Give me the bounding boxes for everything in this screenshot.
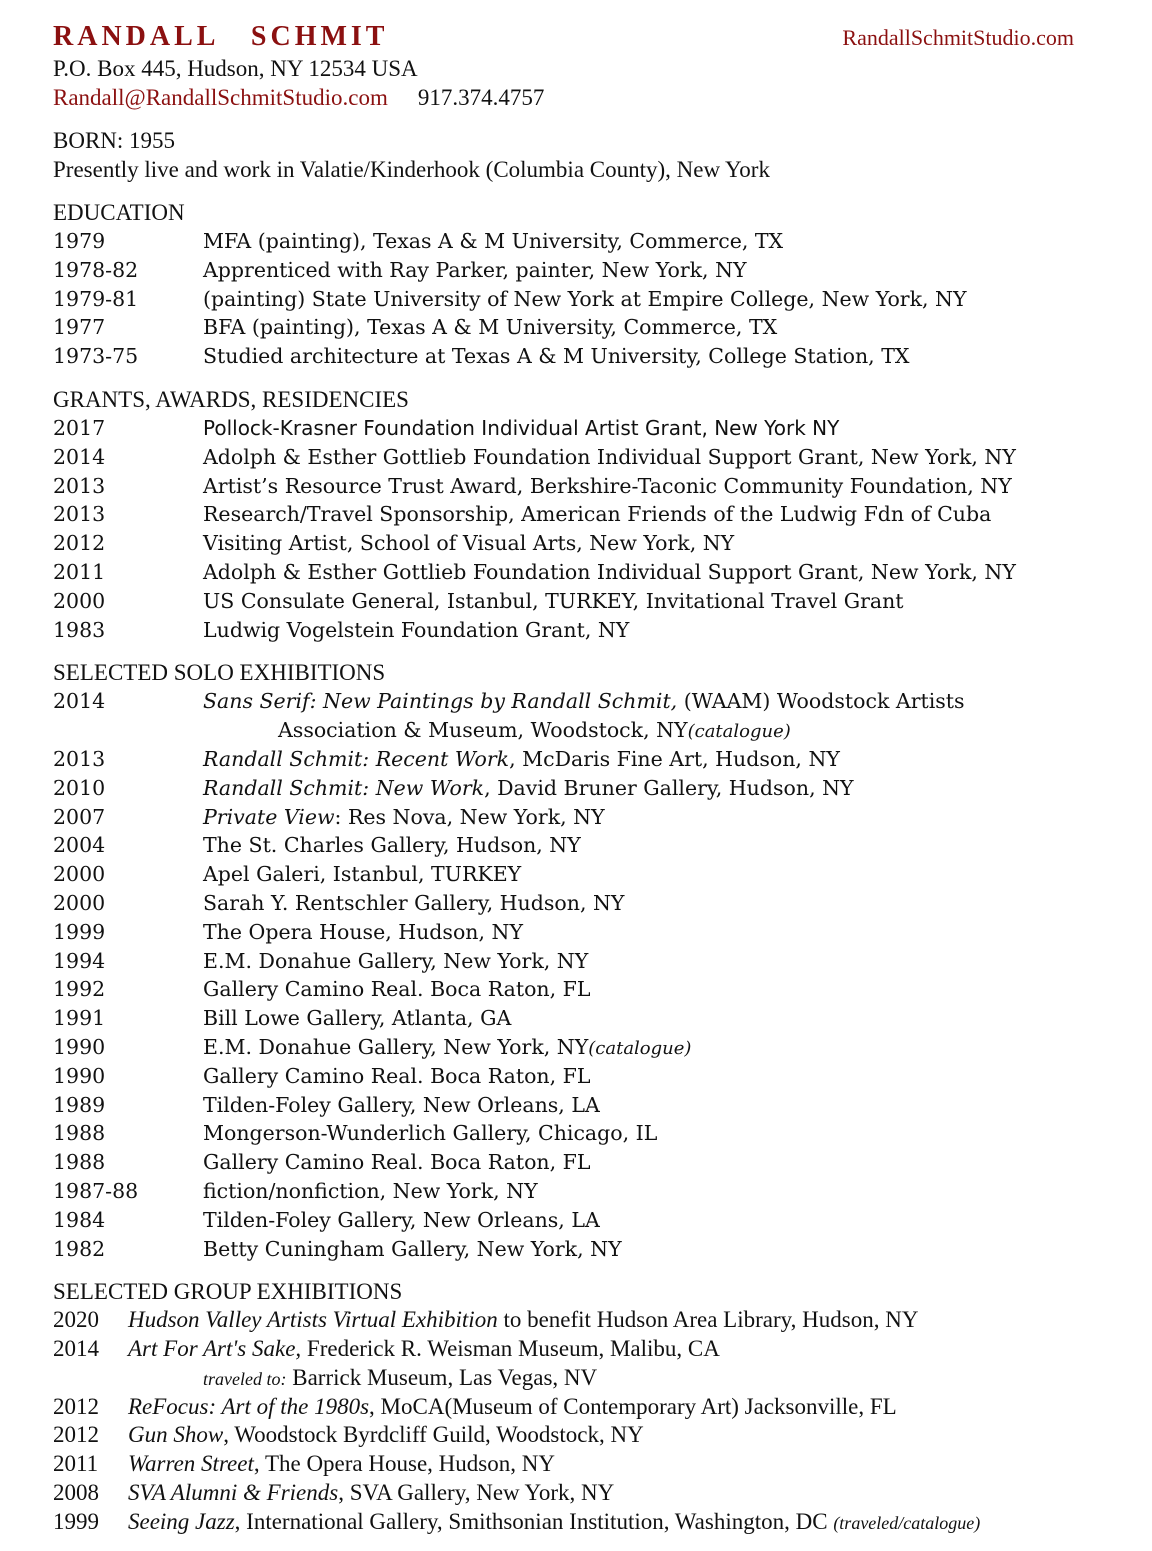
item-year: 1992 (53, 977, 106, 1002)
list-item-continued (53, 716, 1113, 745)
item-detail: , International Gallery, Smithsonian Institution, Washington, DC (234, 1508, 834, 1534)
item-text: Tilden-Foley Gallery, New Orleans, LA (203, 1092, 600, 1117)
list-item (53, 1177, 1113, 1206)
item-detail: , MoCA(Museum of Contemporary Art) Jacksonville, FL (369, 1393, 897, 1419)
list-item (53, 975, 1113, 1004)
item-year: 2014 (53, 689, 106, 714)
item-year: 1999 (53, 919, 106, 944)
item-year: 2008 (53, 1480, 99, 1506)
solo-heading: SELECTED SOLO EXHIBITIONS (53, 660, 386, 686)
group-list (53, 1306, 1113, 1536)
website-link[interactable]: RandallSchmitStudio.com (842, 25, 1074, 50)
item-year: 1982 (53, 1236, 106, 1261)
list-item (53, 587, 1113, 616)
item-text: Adolph & Esther Gottlieb Foundation Individual Support Grant, New York, NY (203, 444, 1016, 469)
item-text: Adolph & Esther Gottlieb Foundation Individual Support Grant, New York, NY (203, 559, 1016, 584)
item-detail: , David Bruner Gallery, Hudson, NY (484, 775, 854, 800)
item-year: 1988 (53, 1121, 106, 1146)
list-item (53, 1119, 1113, 1148)
item-text (203, 1364, 597, 1394)
list-item (53, 342, 1113, 371)
list-item (53, 313, 1113, 342)
list-item (53, 1033, 1113, 1062)
list-item (53, 472, 1113, 501)
item-text: Betty Cuningham Gallery, New York, NY (203, 1236, 622, 1261)
list-item (53, 889, 1113, 918)
list-item (53, 860, 1113, 889)
item-year: 2013 (53, 473, 106, 498)
item-text (128, 1450, 555, 1479)
item-year: 1988 (53, 1150, 106, 1175)
item-title: Hudson Valley Artists Virtual Exhibition (128, 1307, 498, 1333)
list-item (53, 558, 1113, 587)
item-text: Research/Travel Sponsorship, American Friends of the Ludwig Fdn of Cuba (203, 502, 992, 527)
item-year: 1989 (53, 1092, 106, 1117)
item-title: Gun Show (128, 1422, 224, 1448)
item-text: E.M. Donahue Gallery, New York, NY (203, 948, 589, 973)
item-text (128, 1306, 918, 1335)
item-text: fiction/nonfiction, New York, NY (203, 1178, 538, 1203)
item-text (203, 803, 605, 832)
item-text: BFA (painting), Texas A & M University, Commerce, TX (203, 315, 778, 340)
item-text: Gallery Camino Real. Boca Raton, FL (203, 977, 591, 1002)
list-item (53, 414, 1113, 443)
list-item (53, 1421, 1113, 1450)
item-year: 1978-82 (53, 257, 139, 282)
item-title: ReFocus: Art of the 1980s (128, 1393, 370, 1419)
item-year: 1973-75 (53, 344, 139, 369)
item-detail: , Woodstock Byrdcliff Guild, Woodstock, NY (223, 1422, 644, 1448)
item-note: (traveled/catalogue) (833, 1512, 981, 1533)
item-year: 2020 (53, 1307, 99, 1333)
item-year: 1979-81 (53, 286, 139, 311)
education-list (53, 227, 1113, 371)
item-title: Private View (203, 804, 335, 829)
list-item (53, 256, 1113, 285)
item-text (203, 774, 854, 803)
item-text: E.M. Donahue Gallery, New York, NY(catalogue) (203, 1034, 692, 1059)
item-text: Sans Serif: New Paintings by Randall Schmit, (WAAM) Woodstock Artists (203, 689, 965, 714)
item-year: 1990 (53, 1063, 106, 1088)
list-item (53, 1004, 1113, 1033)
item-year: 1979 (53, 229, 106, 253)
item-year: 2004 (53, 833, 106, 858)
item-year: 2011 (53, 559, 106, 584)
item-year: 2017 (53, 415, 106, 440)
email-link[interactable]: Randall@RandallSchmitStudio.com (53, 85, 388, 110)
item-text: Apprenticed with Ray Parker, painter, New York, NY (203, 257, 747, 282)
item-text: (painting) State University of New York at Empire College, New York, NY (203, 286, 967, 311)
item-text: US Consulate General, Istanbul, TURKEY, Invitational Travel Grant (203, 588, 904, 613)
item-text: MFA (painting), Texas A & M University, Commerce, TX (203, 229, 784, 253)
list-item (53, 803, 1113, 832)
item-text: The St. Charles Gallery, Hudson, NY (203, 833, 581, 858)
item-text: Gallery Camino Real. Boca Raton, FL (203, 1063, 591, 1088)
solo-list (53, 687, 1113, 1263)
grants-heading: GRANTS, AWARDS, RESIDENCIES (53, 386, 409, 412)
item-year: 1999 (53, 1508, 99, 1534)
item-year: 2012 (53, 1422, 99, 1448)
grants-list (53, 414, 1113, 644)
item-detail: , The Opera House, Hudson, NY (253, 1451, 555, 1477)
item-year: 2000 (53, 862, 106, 887)
item-year: 2013 (53, 502, 106, 527)
item-text (128, 1421, 644, 1450)
list-item (53, 1091, 1113, 1120)
contact-line (53, 83, 1113, 112)
traveled-label: traveled to: (203, 1368, 287, 1389)
item-year: 1977 (53, 315, 106, 340)
item-year: 2000 (53, 890, 106, 915)
education-heading: EDUCATION (53, 200, 185, 225)
traveled-venue: Barrick Museum, Las Vegas, NV (286, 1364, 598, 1390)
item-year: 2010 (53, 775, 106, 800)
residence-line: Presently live and work in Valatie/Kinderhook (Columbia County), New York (53, 157, 770, 182)
list-item (53, 616, 1113, 645)
item-year: 1990 (53, 1034, 106, 1059)
list-item (53, 1206, 1113, 1235)
item-note: (catalogue) (588, 1037, 692, 1059)
resume-page (53, 20, 1113, 1537)
item-year: 2014 (53, 1336, 99, 1362)
list-item (53, 1335, 1113, 1364)
item-text: Tilden-Foley Gallery, New Orleans, LA (203, 1207, 600, 1232)
list-item (53, 285, 1113, 314)
item-title: Warren Street (128, 1451, 254, 1477)
item-text: Visiting Artist, School of Visual Arts, New York, NY (203, 531, 735, 556)
list-item (53, 1062, 1113, 1091)
item-year: 2012 (53, 1393, 99, 1419)
item-text: Mongerson-Wunderlich Gallery, Chicago, IL (203, 1121, 658, 1146)
item-text: Artist’s Resource Trust Award, Berkshire-Taconic Community Foundation, NY (203, 473, 1012, 498)
item-year: 2011 (53, 1451, 99, 1477)
item-text (128, 1479, 614, 1508)
item-title: Randall Schmit: Recent Work (203, 746, 510, 771)
item-text: Association & Museum, Woodstock, NY(catalogue) (278, 718, 791, 743)
item-text: Ludwig Vogelstein Foundation Grant, NY (203, 617, 630, 642)
item-year: 1991 (53, 1006, 106, 1031)
item-year: 2000 (53, 588, 106, 613)
list-item (53, 443, 1113, 472)
list-item (53, 1508, 1113, 1537)
list-item (53, 1148, 1113, 1177)
artist-name: RANDALL SCHMIT (53, 21, 389, 52)
item-text: Apel Galeri, Istanbul, TURKEY (203, 862, 522, 887)
list-item (53, 774, 1113, 803)
list-item (53, 227, 1113, 256)
list-item (53, 1479, 1113, 1508)
item-title: Randall Schmit: New Work (203, 775, 485, 800)
item-text: Bill Lowe Gallery, Atlanta, GA (203, 1006, 512, 1031)
item-text (128, 1508, 980, 1538)
item-year: 2014 (53, 444, 106, 469)
list-item (53, 745, 1113, 774)
item-detail: to benefit Hudson Area Library, Hudson, NY (497, 1307, 919, 1333)
list-item (53, 687, 1113, 716)
item-title: Seeing Jazz (128, 1508, 235, 1534)
item-detail: , McDaris Fine Art, Hudson, NY (509, 746, 840, 771)
list-item (53, 1393, 1113, 1422)
item-year: 1984 (53, 1207, 106, 1232)
item-text: Sarah Y. Rentschler Gallery, Hudson, NY (203, 890, 625, 915)
item-title: Art For Art's Sake, (128, 1336, 302, 1362)
item-detail: : Res Nova, New York, NY (334, 804, 605, 829)
item-text: The Opera House, Hudson, NY (203, 919, 524, 944)
list-item-continued (53, 1364, 1113, 1393)
item-detail: , SVA Gallery, New York, NY (338, 1480, 615, 1506)
address-line: P.O. Box 445, Hudson, NY 12534 USA (53, 56, 418, 81)
list-item (53, 529, 1113, 558)
item-text: Studied architecture at Texas A & M University, College Station, TX (203, 344, 910, 369)
list-item (53, 947, 1113, 976)
item-year: 2007 (53, 804, 106, 829)
list-item (53, 500, 1113, 529)
item-text: Pollock-Krasner Foundation Individual Artist Grant, New York NY (203, 415, 840, 440)
list-item (53, 1450, 1113, 1479)
list-item (53, 831, 1113, 860)
item-detail: Frederick R. Weisman Museum, Malibu, CA (301, 1336, 720, 1362)
born-line: BORN: 1955 (53, 128, 176, 153)
list-item (53, 1306, 1113, 1335)
item-text (128, 1335, 720, 1364)
list-item (53, 918, 1113, 947)
item-year: 1983 (53, 617, 106, 642)
item-year: 1987-88 (53, 1178, 139, 1203)
item-year: 2013 (53, 746, 106, 771)
item-text: Gallery Camino Real. Boca Raton, FL (203, 1150, 591, 1175)
group-heading: SELECTED GROUP EXHIBITIONS (53, 1279, 403, 1305)
item-title: SVA Alumni & Friends (128, 1480, 339, 1506)
phone-number: 917.374.4757 (417, 85, 545, 110)
item-year: 1994 (53, 948, 106, 973)
list-item (53, 1235, 1113, 1264)
item-text (128, 1393, 897, 1422)
item-text (203, 745, 840, 774)
item-year: 2012 (53, 531, 106, 556)
